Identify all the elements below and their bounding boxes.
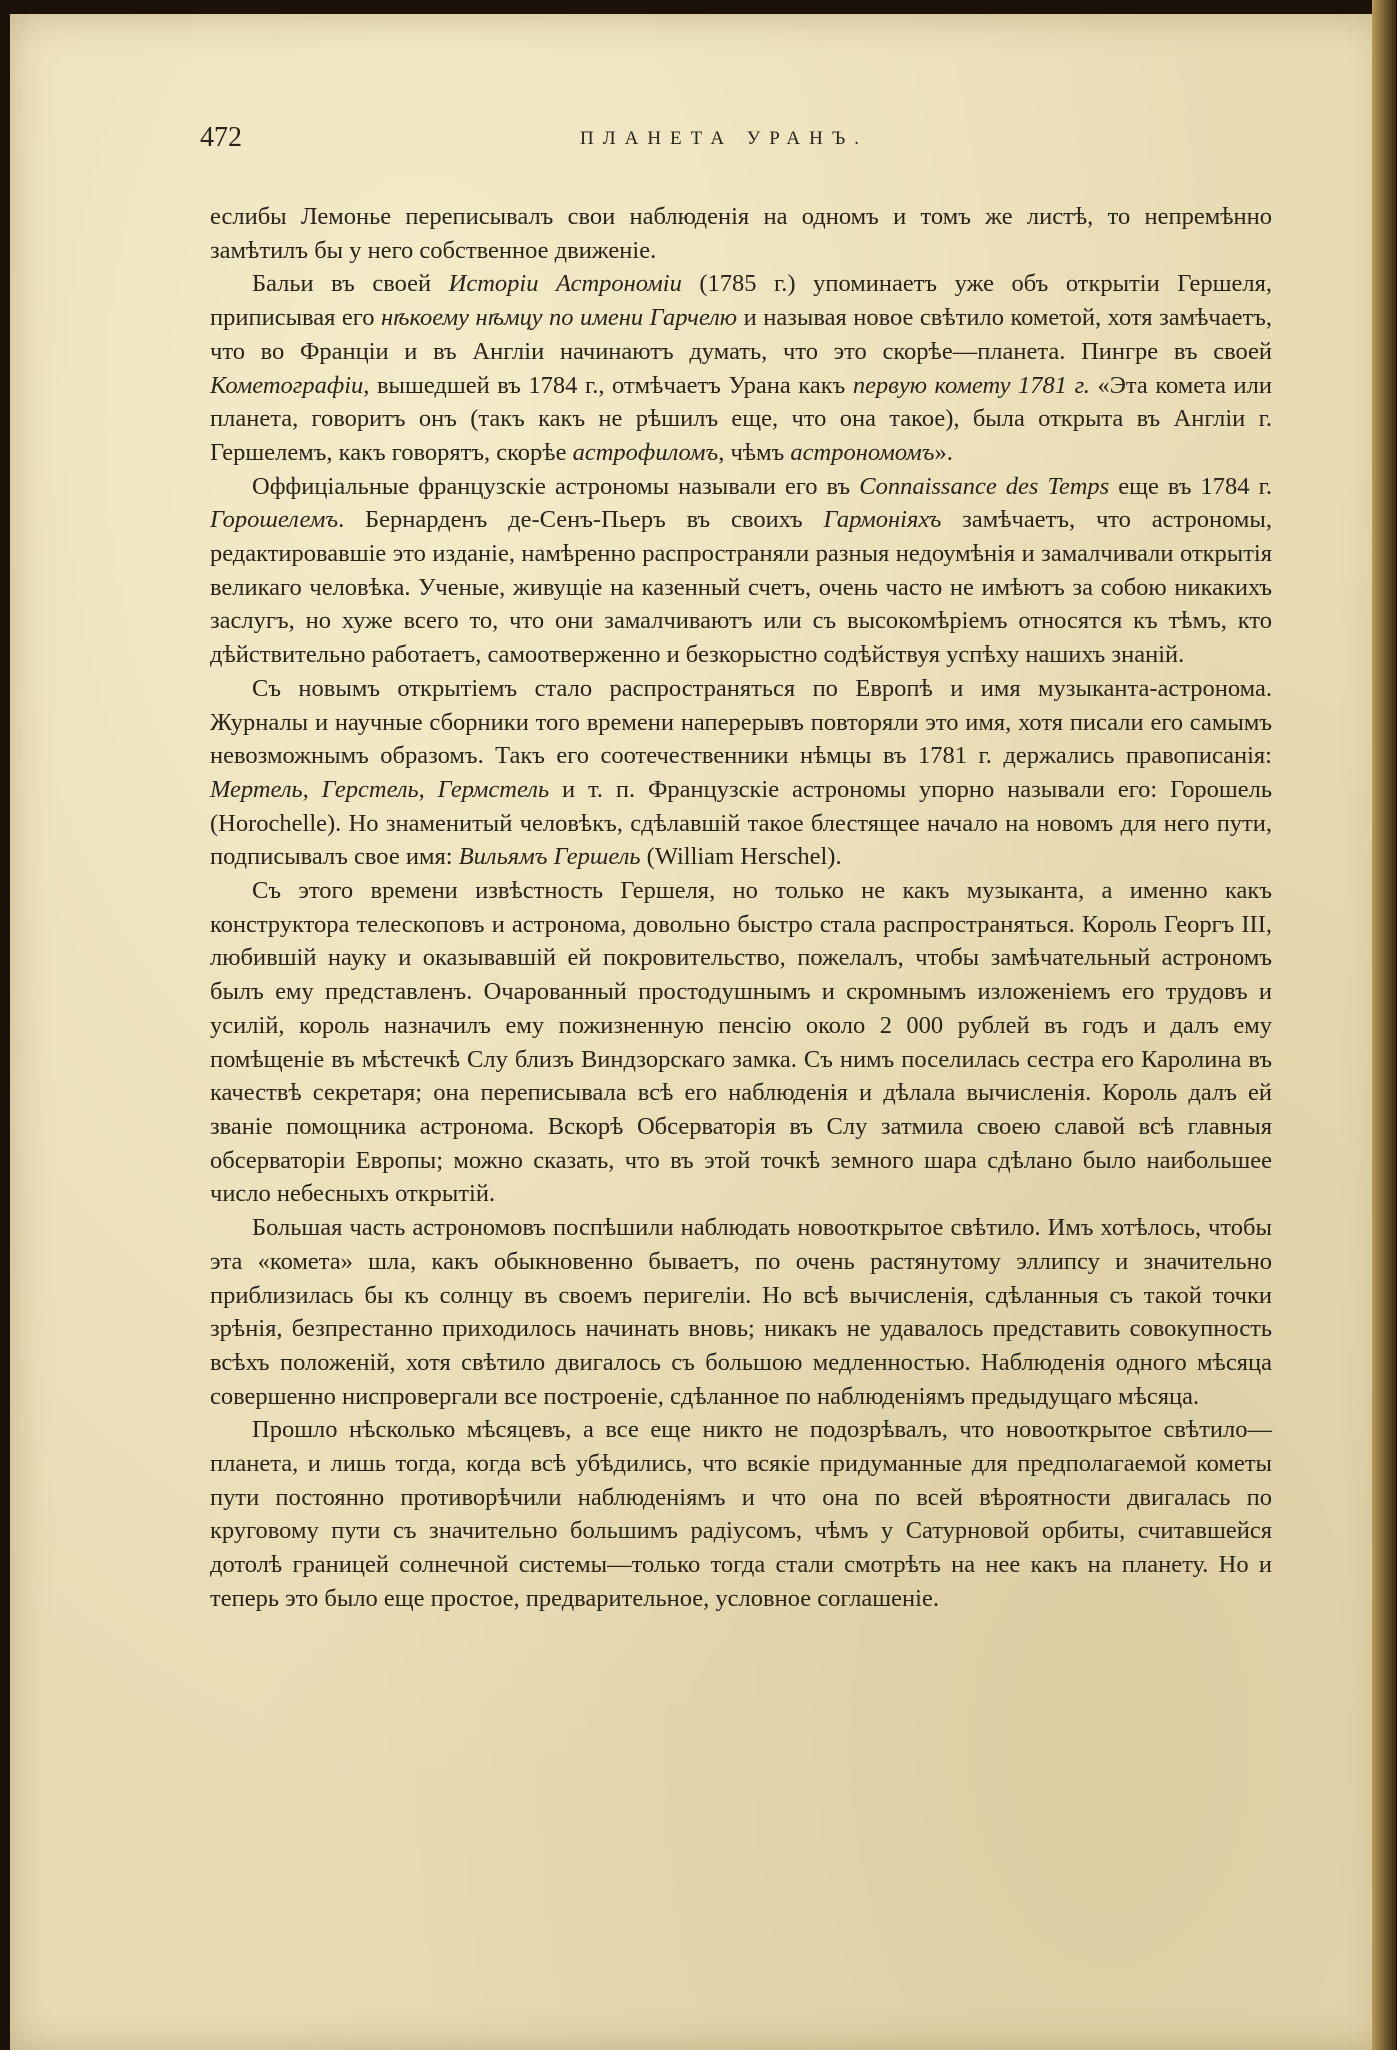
text-run: Бальи въ своей xyxy=(252,270,449,298)
text-run: Прошло нѣсколько мѣсяцевъ, а все еще никто не подозрѣвалъ, что новооткрытое свѣтило—планета, и лишь тогда, когда всѣ убѣдились, что всякіе придуманные для предполагаемой кометы пути постоянно противорѣчили наблюденіямъ и что она по всей вѣроятности двигалась по круговому пути съ значительно большимъ радіусомъ, чѣмъ у Сатурновой орбиты, считавшейся дотолѣ границей солнечной системы—только тогда стали смотрѣть на нее какъ на планету. Но и теперь это было еще простое, предварительное, условное соглашеніе. xyxy=(210,1416,1272,1612)
italic-text: Исторіи Астрономіи xyxy=(448,270,682,298)
text-run: Оффиціальные французскіе астрономы называли его въ xyxy=(252,472,860,500)
paragraph xyxy=(210,470,1272,672)
italic-text: Мертель, Герстель, Гермстель xyxy=(210,775,550,803)
italic-text: Вильямъ Гершель xyxy=(458,843,641,871)
italic-text: астрономомъ xyxy=(790,438,935,466)
body-text xyxy=(210,200,1272,1616)
text-run: , вышедшей въ 1784 г., отмѣчаетъ Урана какъ xyxy=(363,371,853,399)
text-run: , чѣмъ xyxy=(718,438,791,466)
page-header xyxy=(200,122,1270,162)
text-run: «Эта комета или планета, говоритъ онъ (такъ какъ не рѣшилъ еще, что она такое), была открыта въ Англіи г. Гершелемъ, какъ говорятъ, скорѣе xyxy=(210,371,1272,466)
text-run: Съ новымъ открытіемъ стало распространяться по Европѣ и имя музыканта-астронома. Журналы и научные сборники того времени наперерывъ повторяли это имя, хотя писали его самымъ невозможнымъ образомъ. Такъ его соотечественники нѣмцы въ 1781 г. держались правописанія: xyxy=(210,674,1272,770)
italic-text: Connaissance des Temps xyxy=(859,472,1110,500)
text-run: замѣчаетъ, что астрономы, редактировавшіе это изданіе, намѣренно распространяли разныя недоумѣнія и замалчивали открытія великаго человѣка. Ученые, живущіе на казенный счетъ, очень часто не имѣютъ за собою никакихъ заслугъ, но хуже всего то, что они замалчиваютъ или съ высокомѣріемъ относятся къ тѣмъ, кто дѣйствительно работаетъ, самоотверженно и безкорыстно содѣйствуя успѣху нашихъ знаній. xyxy=(210,506,1272,669)
italic-text: первую комету 1781 г. xyxy=(852,371,1090,399)
paragraph xyxy=(210,1413,1272,1615)
text-run: еще въ 1784 г. xyxy=(1109,472,1272,500)
paragraph xyxy=(210,267,1272,469)
text-run: Съ этого времени извѣстность Гершеля, но только не какъ музыканта, а именно какъ конструктора телескоповъ и астронома, довольно быстро стала распространяться. Король Георгъ III, любившій науку и оказывавшій ей покровительство, пожелалъ, чтобы замѣчательный астрономъ былъ ему представленъ. Очарованный простодушнымъ и скромнымъ изложеніемъ его трудовъ и усилій, король назначилъ ему пожизненную пенсію около 2 000 рублей въ годъ и далъ ему помѣщеніе въ мѣстечкѣ Слу близъ Виндзорскаго замка. Съ нимъ поселилась сестра его Каролина въ качествѣ секретаря; она переписывала всѣ его наблюденія и дѣлала вычисленія. Король далъ ей званіе помощника астронома. Вскорѣ Обсерваторія въ Слу затмила своею славой всѣ главныя обсерваторіи Европы; можно сказать, что въ этой точкѣ земного шара сдѣлано было наибольшее число небесныхъ открытій. xyxy=(210,877,1272,1208)
page-gutter xyxy=(1372,0,1396,2050)
text-run: еслибы Лемонье переписывалъ свои наблюденія на одномъ и томъ же листѣ, то непремѣнно замѣтилъ бы у него собственное движеніе. xyxy=(210,203,1272,264)
paragraph xyxy=(210,200,1272,267)
italic-text: нѣкоему нѣмцу по имени Гарчелю xyxy=(381,304,738,332)
book-page xyxy=(10,14,1386,2050)
text-run: . Бернарденъ де-Сенъ-Пьеръ въ своихъ xyxy=(338,506,824,534)
paragraph xyxy=(210,874,1272,1211)
italic-text: Кометографіи xyxy=(210,371,364,399)
text-run: Большая часть астрономовъ поспѣшили наблюдать новооткрытое свѣтило. Имъ хотѣлось, чтобы эта «комета» шла, какъ обыкновенно бываетъ, по очень растянутому эллипсу и значительно приблизилась бы къ солнцу въ своемъ перигеліи. Но всѣ вычисленія, сдѣланныя съ такой точки зрѣнія, безпрестанно приходилось начинать вновь; никакъ не удавалось представить совокупность всѣхъ положеній, хотя свѣтило двигалось съ большою медленностью. Наблюденія одного мѣсяца совершенно ниспровергали все построеніе, сдѣланное по наблюденіямъ предыдущаго мѣсяца. xyxy=(210,1214,1272,1410)
text-run: ». xyxy=(934,438,953,466)
text-run: (1785 г.) упоминаетъ уже объ открытіи Гершеля, приписывая его xyxy=(210,270,1272,332)
italic-text: Гармоніяхъ xyxy=(823,506,942,534)
page-number: 472 xyxy=(200,122,242,153)
paragraph xyxy=(210,1211,1272,1413)
italic-text: Горошелемъ xyxy=(210,506,339,534)
text-run: (William Herschel). xyxy=(640,843,842,871)
text-run: и называя новое свѣтило кометой, хотя замѣчаетъ, что во Франціи и въ Англіи начинаютъ думать, что это скорѣе—планета. Пингре въ своей xyxy=(210,304,1273,365)
text-run: и т. п. Французскіе астрономы упорно называли его: Горошель (Horochelle). Но знаменитый человѣкъ, сдѣлавшій такое блестящее начало на новомъ для него пути, подписывалъ свое имя: xyxy=(210,775,1272,871)
paragraph xyxy=(210,672,1272,874)
running-title: ПЛАНЕТА УРАНЪ. xyxy=(580,128,868,149)
italic-text: астрофиломъ xyxy=(572,438,719,466)
